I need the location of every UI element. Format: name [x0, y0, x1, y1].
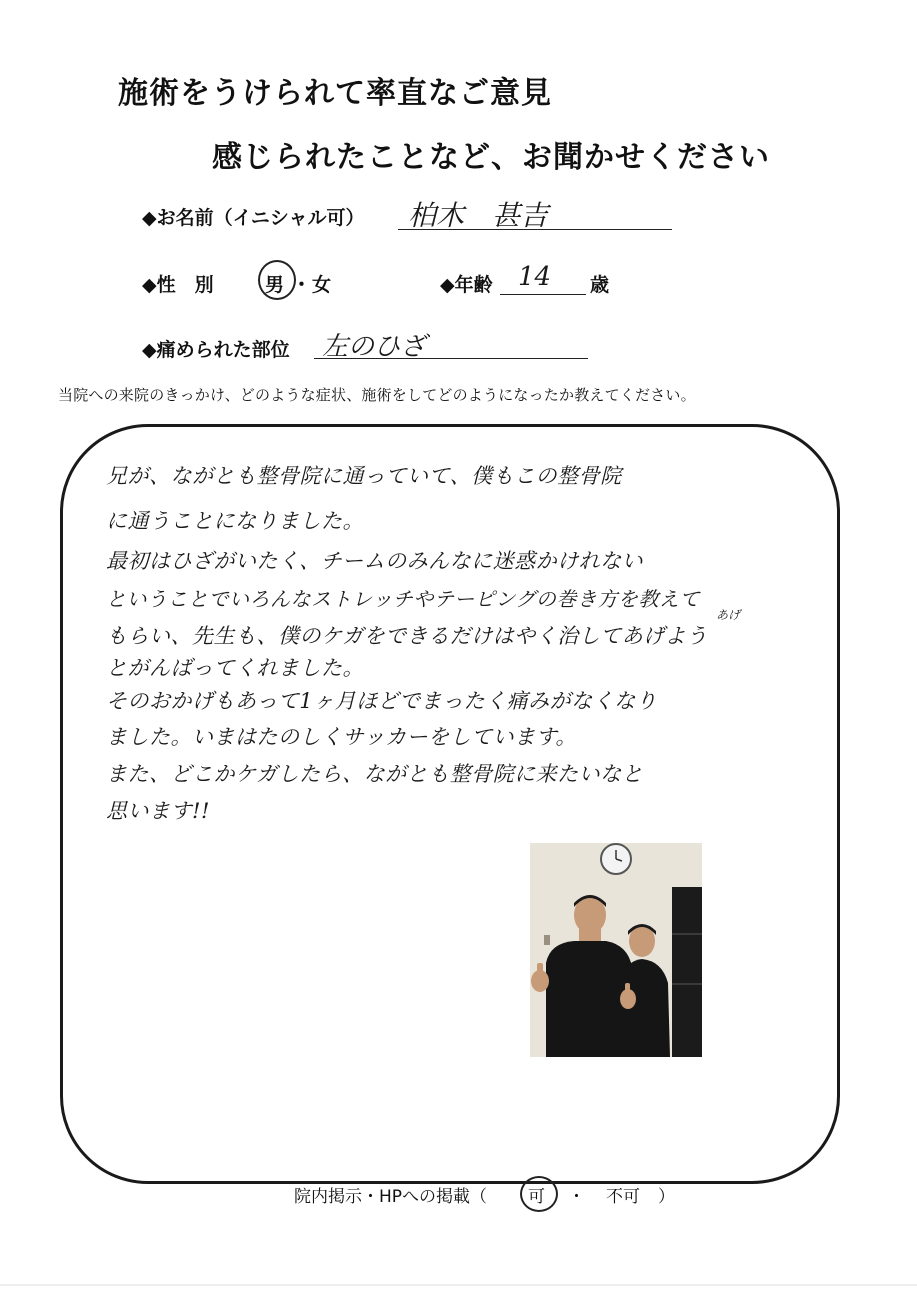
- gender-separator: ・: [292, 274, 312, 296]
- title-line-2: 感じられたことなど、お聞かせください: [212, 140, 770, 175]
- consent-no: 不可: [606, 1187, 640, 1207]
- patient-photo: [530, 843, 702, 1057]
- comment-correction: あげ: [716, 608, 741, 622]
- age-unit: 歳: [590, 274, 610, 296]
- area-label: ◆痛められた部位: [142, 339, 290, 361]
- comment-line-7: そのおかげもあって1ヶ月ほどでまったく痛みがなくなり: [106, 689, 658, 713]
- comment-line-2: に通うことになりました。: [106, 509, 364, 533]
- comment-line-5: もらい、先生も、僕のケガをできるだけはやく治してあげよう: [106, 624, 708, 648]
- comment-line-4: ということでいろんなストレッチやテーピングの巻き方を教えて: [106, 587, 700, 611]
- comment-line-3: 最初はひざがいたく、チームのみんなに迷惑かけれない: [106, 549, 644, 573]
- wall-clock-icon: [601, 844, 631, 874]
- comment-line-1: 兄が、ながとも整骨院に通っていて、僕もこの整骨院: [106, 464, 622, 488]
- gender-female: 女: [312, 274, 332, 296]
- gender-male: 男: [265, 274, 285, 296]
- consent-label: 院内掲示・HPへの掲載（: [294, 1187, 488, 1207]
- gender-label: ◆性 別: [142, 274, 214, 296]
- consent-yes: 可: [528, 1187, 545, 1207]
- age-value: 14: [518, 262, 552, 292]
- consent-close: ）: [658, 1187, 675, 1207]
- bottom-rule: [0, 1284, 917, 1286]
- comment-prompt: 当院への来院のきっかけ、どのような症状、施術をしてどのようになったか教えてください。: [58, 386, 696, 404]
- comment-line-9: また、どこかケガしたら、ながとも整骨院に来たいなと: [106, 762, 644, 786]
- comment-line-8: ました。いまはたのしくサッカーをしています。: [106, 725, 577, 749]
- title-line-1: 施術をうけられて率直なご意見: [118, 76, 552, 111]
- age-underline: [500, 294, 586, 295]
- area-value: 左のひざ: [322, 332, 427, 362]
- consent-separator: ・: [568, 1187, 585, 1207]
- comment-line-10: 思います!!: [106, 799, 210, 823]
- name-value: 柏木 甚吉: [408, 199, 549, 232]
- name-underline: [398, 229, 672, 230]
- name-label: ◆お名前（イニシャル可）: [142, 207, 365, 229]
- age-label: ◆年齢: [440, 274, 493, 296]
- comment-line-6: とがんばってくれました。: [106, 656, 364, 680]
- area-underline: [314, 358, 588, 359]
